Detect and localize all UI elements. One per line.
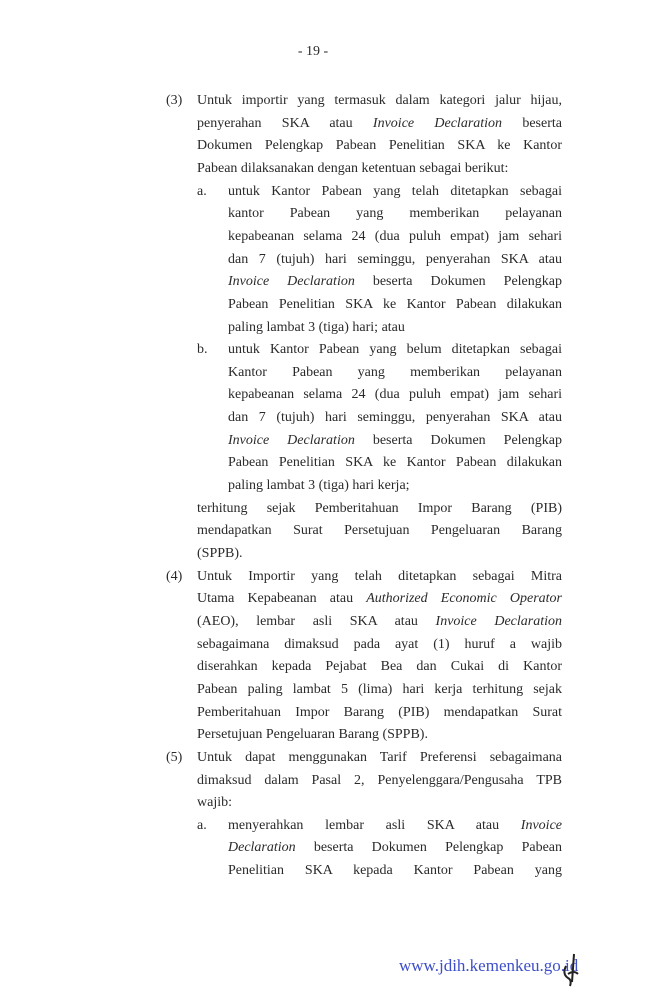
text-segment: penyerahan SKA atau xyxy=(197,116,373,131)
text-line xyxy=(228,408,562,428)
text-line xyxy=(197,657,562,677)
text-segment: menyerahkan lembar asli SKA atau xyxy=(228,818,521,833)
text-segment: untuk Kantor Pabean yang belum ditetapkan sebagai xyxy=(228,342,562,357)
item-label: (5) xyxy=(166,750,183,765)
text-line xyxy=(197,91,562,111)
text-line xyxy=(197,748,562,768)
text-line xyxy=(197,544,562,564)
text-line xyxy=(228,272,562,292)
text-segment: untuk Kantor Pabean yang telah ditetapkan sebagai xyxy=(228,184,562,199)
text-segment: beserta Dokumen Pelengkap Pabean xyxy=(295,840,562,855)
italic-term: Invoice Declaration xyxy=(435,614,562,629)
text-line xyxy=(197,680,562,700)
text-segment: Persetujuan Pengeluaran Barang (SPPB). xyxy=(197,727,428,742)
text-segment: Dokumen Pelengkap Pabean Penelitian SKA ke Kantor xyxy=(197,138,562,153)
text-segment: beserta Dokumen Pelengkap xyxy=(354,274,562,289)
text-line xyxy=(228,295,562,315)
page-number: - 19 - xyxy=(297,44,329,59)
text-segment: mendapatkan Surat Persetujuan Pengeluaran Barang xyxy=(197,523,562,538)
italic-term: Invoice xyxy=(520,818,562,833)
text-segment: Pabean Penelitian SKA ke Kantor Pabean dilakukan xyxy=(228,455,562,470)
text-segment: diserahkan kepada Pejabat Bea dan Cukai di Kantor xyxy=(197,659,562,674)
handwritten-initial-mark xyxy=(560,952,582,988)
text-line xyxy=(228,182,562,202)
text-segment: Penelitian SKA kepada Kantor Pabean yang xyxy=(228,863,562,878)
text-line xyxy=(197,521,562,541)
text-segment: terhitung sejak Pemberitahuan Impor Barang (PIB) xyxy=(197,501,562,516)
text-line xyxy=(197,114,562,134)
text-line xyxy=(228,227,562,247)
text-line xyxy=(228,838,562,858)
text-line xyxy=(197,635,562,655)
text-segment: Pemberitahuan Impor Barang (PIB) mendapatkan Surat xyxy=(197,705,562,720)
text-segment: dan 7 (tujuh) hari seminggu, penyerahan SKA atau xyxy=(228,252,562,267)
italic-term: Declaration xyxy=(228,840,296,855)
text-segment: Kantor Pabean yang memberikan pelayanan xyxy=(228,365,562,380)
text-segment: Untuk dapat menggunakan Tarif Preferensi sebagaimana xyxy=(197,750,562,765)
text-segment: dan 7 (tujuh) hari seminggu, penyerahan SKA atau xyxy=(228,410,562,425)
text-line xyxy=(197,793,562,813)
text-segment: dimaksud dalam Pasal 2, Penyelenggara/Pengusaha TPB xyxy=(197,773,562,788)
text-line xyxy=(228,816,562,836)
italic-term: Invoice Declaration xyxy=(228,274,355,289)
text-line xyxy=(228,476,562,496)
text-segment: kantor Pabean yang memberikan pelayanan xyxy=(228,206,562,221)
text-segment: (AEO), lembar asli SKA atau xyxy=(197,614,436,629)
text-segment: (SPPB). xyxy=(197,546,243,561)
text-segment: wajib: xyxy=(197,795,232,810)
text-segment: paling lambat 3 (tiga) hari kerja; xyxy=(228,478,410,493)
italic-term: Authorized Economic Operator xyxy=(366,591,562,606)
text-segment: sebagaimana dimaksud pada ayat (1) huruf a wajib xyxy=(197,637,562,652)
text-line xyxy=(228,363,562,383)
text-line xyxy=(228,385,562,405)
text-line xyxy=(197,589,562,609)
text-line xyxy=(228,250,562,270)
text-line xyxy=(228,318,562,338)
text-line xyxy=(228,453,562,473)
text-segment: paling lambat 3 (tiga) hari; atau xyxy=(228,320,405,335)
text-line xyxy=(197,136,562,156)
text-line xyxy=(197,725,562,745)
item-label: a. xyxy=(197,184,207,199)
item-label: (3) xyxy=(166,93,183,108)
text-line xyxy=(197,567,562,587)
text-line xyxy=(197,771,562,791)
footer-link[interactable]: www.jdih.kemenkeu.go.id xyxy=(399,956,579,975)
text-line xyxy=(228,431,562,451)
item-label: a. xyxy=(197,818,207,833)
text-segment: beserta Dokumen Pelengkap xyxy=(354,433,562,448)
italic-term: Invoice Declaration xyxy=(228,433,355,448)
text-segment: Pabean dilaksanakan dengan ketentuan sebagai berikut: xyxy=(197,161,509,176)
text-line xyxy=(197,499,562,519)
text-line xyxy=(197,159,562,179)
text-segment: kepabeanan selama 24 (dua puluh empat) jam sehari xyxy=(228,387,562,402)
text-segment: Untuk Importir yang telah ditetapkan sebagai Mitra xyxy=(197,569,562,584)
text-line xyxy=(197,703,562,723)
text-line xyxy=(228,340,562,360)
item-label: (4) xyxy=(166,569,183,584)
item-label: b. xyxy=(197,342,208,357)
text-segment: Utama Kepabeanan atau xyxy=(197,591,367,606)
text-segment: Pabean paling lambat 5 (lima) hari kerja terhitung sejak xyxy=(197,682,562,697)
text-segment: beserta xyxy=(502,116,562,131)
text-segment: Untuk importir yang termasuk dalam kategori jalur hijau, xyxy=(197,93,562,108)
text-line xyxy=(197,612,562,632)
text-segment: Pabean Penelitian SKA ke Kantor Pabean dilakukan xyxy=(228,297,562,312)
text-line xyxy=(228,861,562,881)
italic-term: Invoice Declaration xyxy=(372,116,503,131)
text-segment: kepabeanan selama 24 (dua puluh empat) jam sehari xyxy=(228,229,562,244)
text-line xyxy=(228,204,562,224)
